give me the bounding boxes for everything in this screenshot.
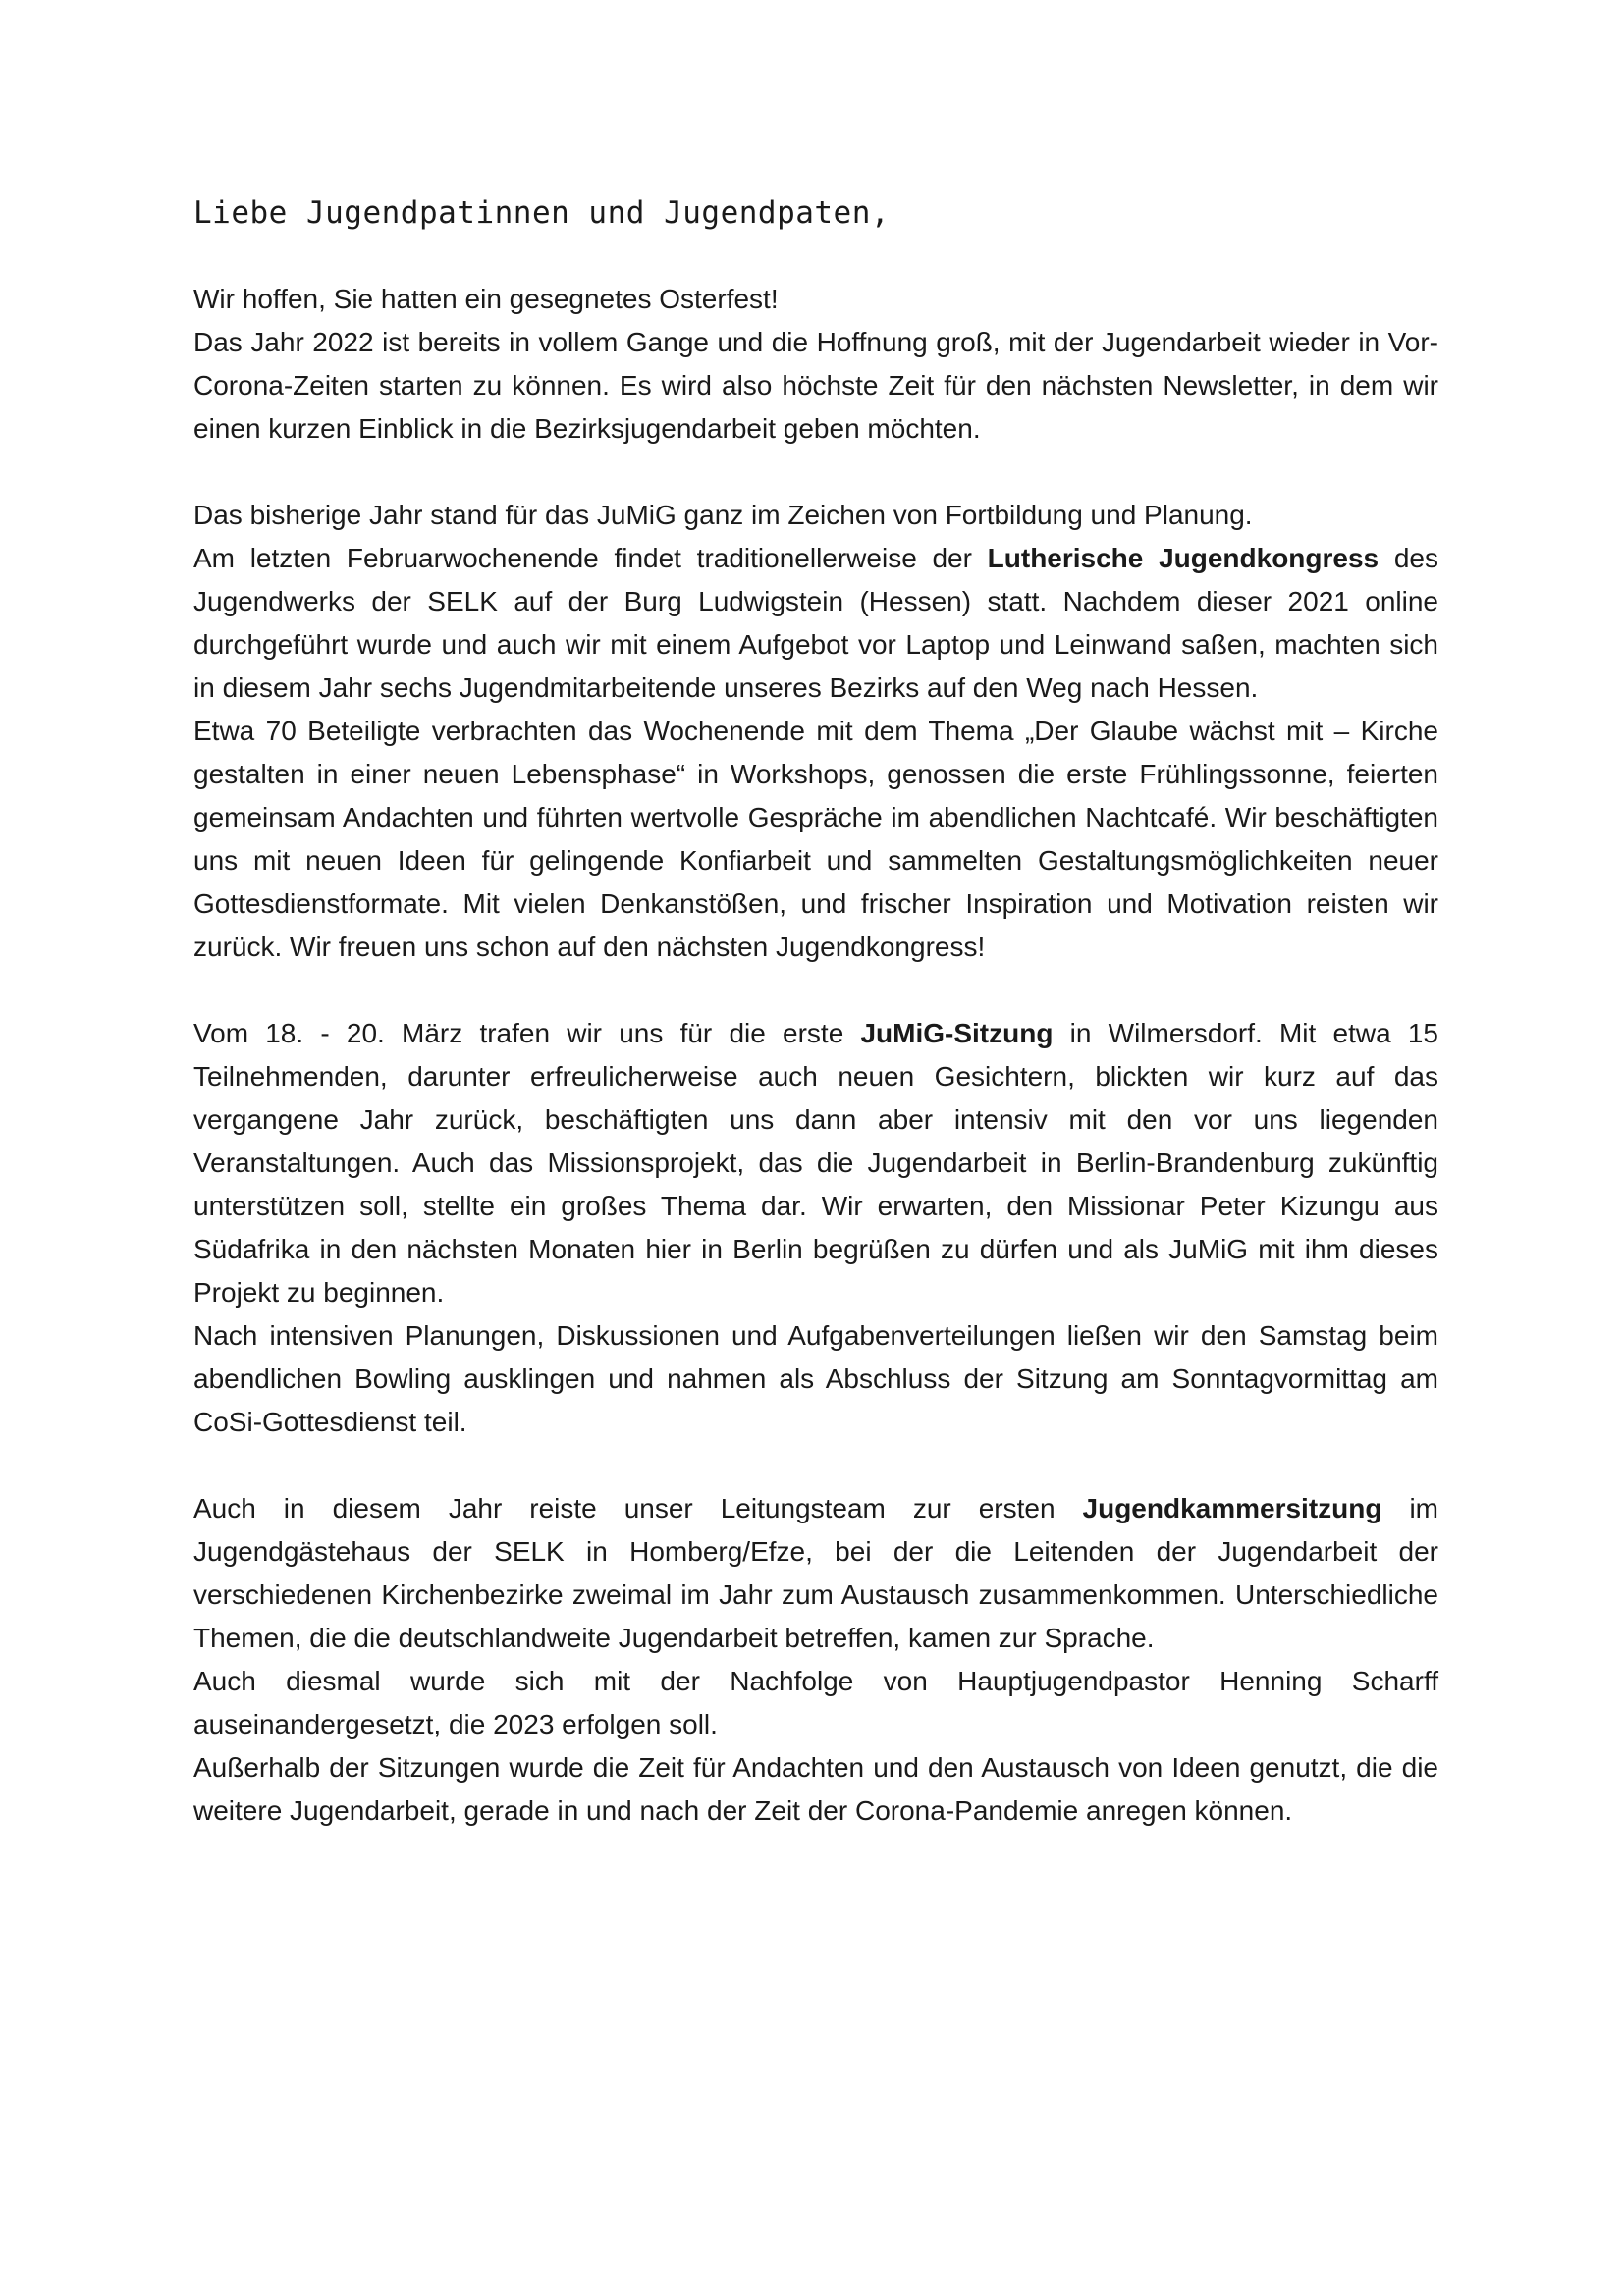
- sitzung-paragraph-2: Nach intensiven Planungen, Diskussionen und Aufgabenverteilungen ließen wir den Samstag beim abendlichen Bowling ausklingen und nahmen als Abschluss der Sitzung am Sonntagvormittag am CoSi-Gottesdienst teil.: [193, 1320, 1438, 1437]
- kongress-bold-title: Lutherische Jugendkongress: [987, 543, 1380, 573]
- kammer-text-after: im Jugendgästehaus der SELK in Homberg/Efze, bei der die Leitenden der Jugendarbeit der verschiedenen Kirchenbezirke zweimal im Jahr zum Austausch zusammenkommen. Unterschiedliche Themen, die die deutschlandweite Jugendarbeit betreffen, kamen zur Sprache.: [193, 1493, 1438, 1653]
- kammer-paragraph-2: Auch diesmal wurde sich mit der Nachfolge von Hauptjugendpastor Henning Scharff auseinandergesetzt, die 2023 erfolgen soll.: [193, 1666, 1438, 1739]
- intro-paragraph-2: Das Jahr 2022 ist bereits in vollem Gange und die Hoffnung groß, mit der Jugendarbeit wieder in Vor-Corona-Zeiten starten zu können. Es wird also höchste Zeit für den nächsten Newsletter, in dem wir einen kurzen Einblick in die Bezirksjugendarbeit geben möchten.: [193, 327, 1438, 444]
- intro-paragraph-1: Wir hoffen, Sie hatten ein gesegnetes Osterfest!: [193, 284, 779, 314]
- kongress-text-after: des Jugendwerks der SELK auf der Burg Ludwigstein (Hessen) statt. Nachdem dieser 2021 online durchgeführt wurde und auch wir mit einem Aufgebot vor Laptop und Leinwand saßen, machten sich in diesem Jahr sechs Jugendmitarbeitende unseres Bezirks auf den Weg nach Hessen.: [193, 543, 1438, 703]
- sitzung-section: [193, 1012, 1438, 1444]
- kammer-section: [193, 1487, 1438, 1833]
- kammer-paragraph-3: Außerhalb der Sitzungen wurde die Zeit für Andachten und den Austausch von Ideen genutzt, die die weitere Jugendarbeit, gerade in und nach der Zeit der Corona-Pandemie anregen können.: [193, 1752, 1438, 1826]
- letter-body: [193, 191, 1438, 1876]
- sitzung-bold-title: JuMiG-Sitzung: [860, 1018, 1054, 1048]
- letter-greeting: Liebe Jugendpatinnen und Jugendpaten,: [193, 195, 891, 231]
- kongress-paragraph-1: Das bisherige Jahr stand für das JuMiG ganz im Zeichen von Fortbildung und Planung.: [193, 500, 1253, 530]
- intro-section: [193, 278, 1438, 451]
- kongress-text-before: Am letzten Februarwochenende findet traditionellerweise der: [193, 543, 988, 573]
- kongress-paragraph-2: [193, 537, 1438, 710]
- sitzung-text-before: Vom 18. - 20. März trafen wir uns für die erste: [193, 1018, 861, 1048]
- kammer-paragraph-1: [193, 1487, 1438, 1660]
- kammer-bold-title: Jugendkammersitzung: [1082, 1493, 1382, 1523]
- sitzung-text-after: in Wilmersdorf. Mit etwa 15 Teilnehmenden, darunter erfreulicherweise auch neuen Gesichtern, blickten wir kurz auf das vergangene Jahr zurück, beschäftigten uns dann aber intensiv mit den vor uns liegenden Veranstaltungen. Auch das Missionsprojekt, das die Jugendarbeit in Berlin-Brandenburg zukünftig unterstützen soll, stellte ein großes Thema dar. Wir erwarten, den Missionar Peter Kizungu aus Südafrika in den nächsten Monaten hier in Berlin begrüßen zu dürfen und als JuMiG mit ihm dieses Projekt zu beginnen.: [193, 1018, 1438, 1308]
- kongress-paragraph-3: Etwa 70 Beteiligte verbrachten das Wochenende mit dem Thema „Der Glaube wächst mit – Kirche gestalten in einer neuen Lebensphase“ in Workshops, genossen die erste Frühlingssonne, feierten gemeinsam Andachten und führten wertvolle Gespräche im abendlichen Nachtcafé. Wir beschäftigten uns mit neuen Ideen für gelingende Konfiarbeit und sammelten Gestaltungsmöglichkeiten neuer Gottesdienstformate. Mit vielen Denkanstößen, und frischer Inspiration und Motivation reisten wir zurück. Wir freuen uns schon auf den nächsten Jugendkongress!: [193, 716, 1438, 962]
- sitzung-paragraph-1: [193, 1012, 1438, 1314]
- kammer-text-before: Auch in diesem Jahr reiste unser Leitungsteam zur ersten: [193, 1493, 1083, 1523]
- kongress-section: [193, 494, 1438, 969]
